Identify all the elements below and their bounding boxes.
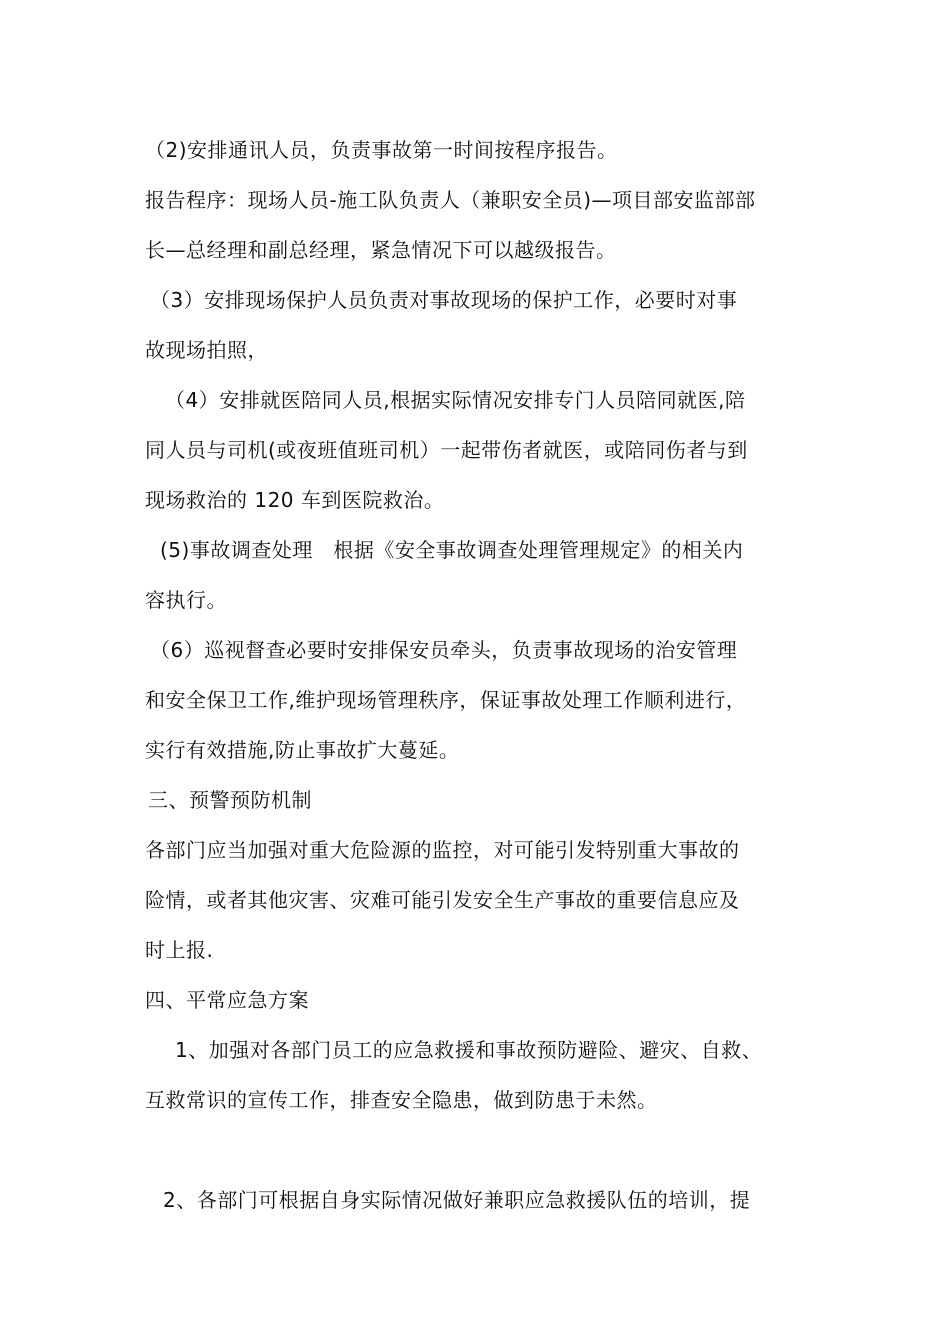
text-line: 容执行。 [145, 588, 227, 612]
section-heading: 三、预警预防机制 [148, 788, 312, 812]
text-line: （2)安排通讯人员，负责事故第一时间按程序报告。 [145, 138, 618, 162]
text-line: 现场救治的 120 车到医院救治。 [145, 488, 445, 512]
text-line: 互救常识的宣传工作，排查安全隐患，做到防患于未然。 [145, 1088, 658, 1112]
section-heading: 四、平常应急方案 [145, 988, 309, 1012]
text-line: 故现场拍照， [145, 338, 268, 362]
text-line: 实行有效措施,防止事故扩大蔓延。 [145, 738, 460, 762]
text-line: 同人员与司机(或夜班值班司机）一起带伤者就医，或陪同伤者与到 [145, 438, 748, 462]
text-line: （3）安排现场保护人员负责对事故现场的保护工作，必要时对事 [150, 288, 738, 312]
text-line: 报告程序：现场人员-施工队负责人（兼职安全员)—项目部安监部部 [145, 188, 756, 212]
text-line: 险情，或者其他灾害、灾难可能引发安全生产事故的重要信息应及 [145, 888, 740, 912]
text-line: 长—总经理和副总经理，紧急情况下可以越级报告。 [145, 238, 617, 262]
text-line: 各部门应当加强对重大危险源的监控，对可能引发特别重大事故的 [145, 838, 740, 862]
text-line: 和安全保卫工作,维护现场管理秩序，保证事故处理工作顺利进行， [145, 688, 747, 712]
text-line: （4）安排就医陪同人员,根据实际情况安排专门人员陪同就医,陪 [165, 388, 746, 412]
text-line: 时上报. [145, 938, 214, 962]
text-line: 1、加强对各部门员工的应急救援和事故预防避险、避灾、自救、 [175, 1038, 763, 1062]
text-line: （6）巡视督查必要时安排保安员牵头，负责事故现场的治安管理 [150, 638, 738, 662]
text-line: (5)事故调查处理 根据《安全事故调查处理管理规定》的相关内 [160, 538, 744, 562]
text-line: 2、各部门可根据自身实际情况做好兼职应急救援队伍的培训，提 [163, 1188, 751, 1212]
